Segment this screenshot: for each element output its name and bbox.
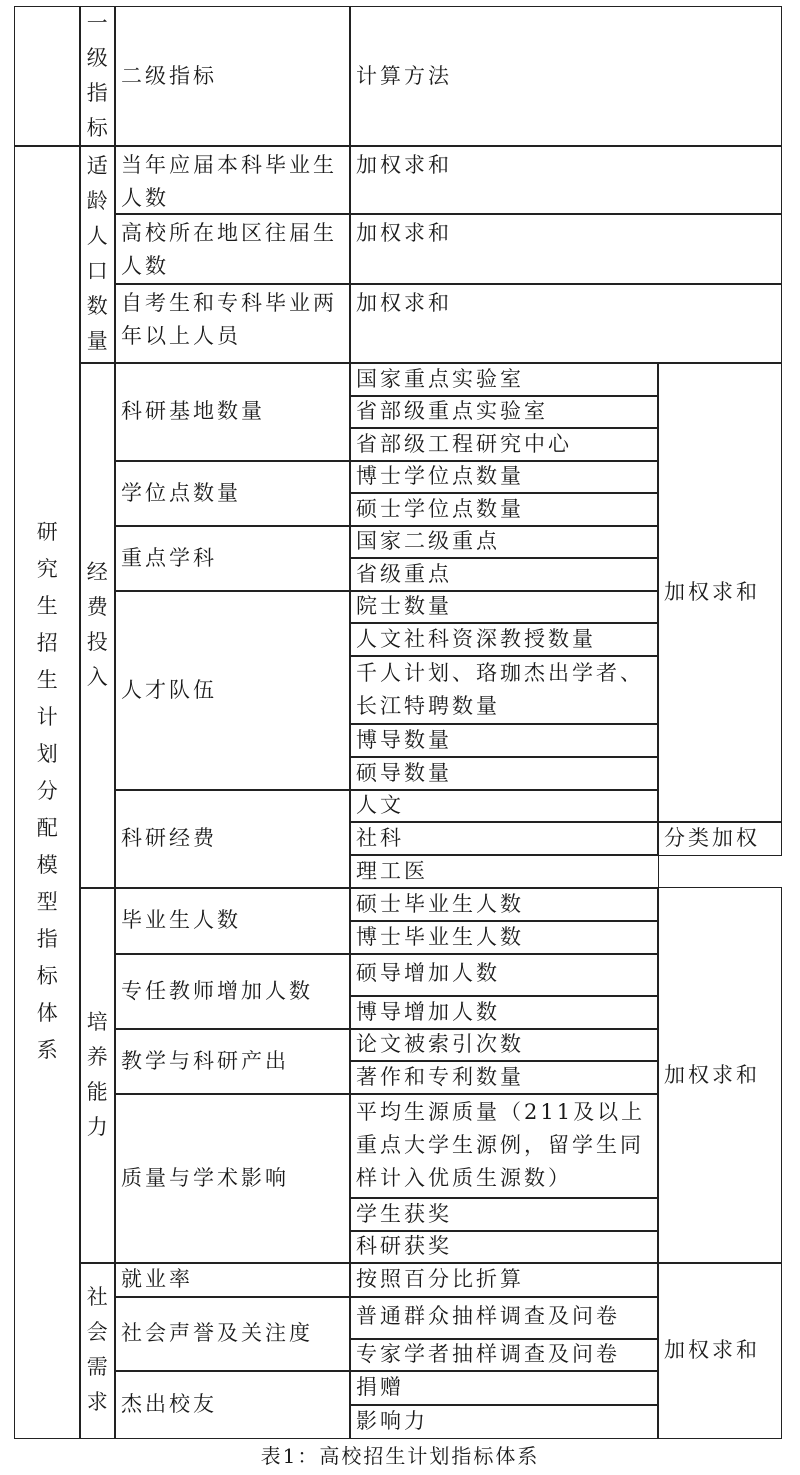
sub-indicator-cell — [349, 723, 659, 758]
sub-indicator-cell — [349, 427, 659, 462]
method-cell — [349, 213, 782, 285]
header-level2-text: 二级指标 — [121, 63, 217, 88]
sub-indicator-cell — [349, 525, 659, 559]
method-cell — [657, 1262, 782, 1439]
sub-indicator-cell — [349, 756, 659, 791]
level1-cell-text: 社会需求 — [86, 1285, 108, 1415]
sub-indicator-cell — [349, 887, 659, 922]
level1-cell — [79, 887, 116, 1264]
method-cell-text: 加权求和 — [664, 1062, 760, 1087]
sub-indicator-cell-text: 影响力 — [356, 1408, 428, 1433]
sub-indicator-cell-text: 国家二级重点 — [356, 529, 500, 554]
method-cell-text: 加权求和 — [356, 291, 452, 315]
sub-indicator-cell — [349, 362, 659, 397]
level1-cell-text: 经费投入 — [86, 560, 108, 690]
level2-cell — [114, 887, 351, 955]
method-cell-text: 分类加权 — [664, 826, 760, 850]
level2-cell-text: 人才队伍 — [121, 677, 217, 702]
level2-cell — [114, 1296, 351, 1372]
level2-cell — [114, 1028, 351, 1095]
sub-indicator-cell-text: 学生获奖 — [356, 1201, 452, 1226]
level2-cell-text: 学位点数量 — [121, 480, 241, 505]
sub-indicator-cell — [349, 1370, 659, 1406]
sub-indicator-cell-text: 硕士毕业生人数 — [356, 891, 524, 916]
level2-cell-text: 杰出校友 — [121, 1391, 217, 1416]
sub-indicator-cell — [349, 395, 659, 429]
sub-indicator-cell-text: 按照百分比折算 — [356, 1267, 524, 1292]
sub-indicator-cell-text: 普通群众抽样调查及问卷 — [356, 1304, 620, 1328]
sub-indicator-cell-text: 博导增加人数 — [356, 999, 500, 1024]
level2-cell-text: 教学与科研产出 — [121, 1048, 289, 1073]
sub-indicator-cell — [349, 1197, 659, 1232]
sub-indicator-cell-text: 千人计划、珞珈杰出学者、长江特聘数量 — [356, 660, 644, 718]
sub-indicator-cell — [349, 1338, 659, 1372]
level2-cell — [114, 460, 351, 527]
sub-indicator-cell-text: 院士数量 — [356, 594, 452, 619]
sub-indicator-cell — [349, 995, 659, 1030]
sub-indicator-cell-text: 理工医 — [356, 858, 428, 883]
sub-indicator-cell — [349, 1230, 659, 1264]
system-title-cell-text: 研究生招生计划分配模型指标体系 — [36, 520, 58, 1063]
sub-indicator-cell-text: 平均生源质量（211及以上重点大学生源例，留学生同样计入优质生源数） — [356, 1100, 646, 1191]
level2-cell-text: 就业率 — [121, 1267, 193, 1292]
level2-cell — [114, 789, 351, 889]
sub-indicator-cell-text: 国家重点实验室 — [356, 366, 524, 391]
level1-cell — [79, 145, 116, 364]
method-cell — [657, 887, 782, 1264]
level1-cell — [79, 1262, 116, 1439]
method-cell — [349, 283, 782, 364]
header-level1 — [79, 6, 116, 147]
level2-cell-text: 科研经费 — [121, 826, 217, 851]
sub-indicator-cell — [349, 1093, 659, 1199]
method-cell-text: 加权求和 — [664, 1337, 760, 1362]
level2-cell — [114, 1370, 351, 1439]
sub-indicator-cell-text: 省部级重点实验室 — [356, 399, 548, 424]
sub-indicator-cell — [349, 492, 659, 527]
level2-cell — [114, 145, 351, 215]
header-method-text: 计算方法 — [356, 63, 452, 88]
sub-indicator-cell-text: 社科 — [356, 825, 404, 850]
method-cell-text: 加权求和 — [356, 221, 452, 245]
sub-indicator-cell — [349, 655, 659, 725]
level2-cell-text: 自考生和专科毕业两年以上人员 — [121, 291, 337, 348]
level1-cell — [79, 362, 116, 889]
sub-indicator-cell — [349, 953, 659, 997]
system-title-cell — [14, 145, 81, 1439]
level2-cell-text: 专任教师增加人数 — [121, 978, 313, 1003]
sub-indicator-cell — [349, 789, 659, 823]
sub-indicator-cell-text: 论文被索引次数 — [356, 1032, 524, 1057]
sub-indicator-cell — [349, 854, 659, 889]
method-cell — [349, 145, 782, 215]
level1-cell-text: 培养能力 — [86, 1010, 108, 1140]
sub-indicator-cell — [349, 1060, 659, 1095]
method-cell — [657, 821, 782, 856]
level2-cell — [114, 283, 351, 364]
sub-indicator-cell — [349, 622, 659, 657]
sub-indicator-cell-text: 人文社科资深教授数量 — [356, 626, 596, 651]
sub-indicator-cell-text: 科研获奖 — [356, 1234, 452, 1259]
sub-indicator-cell — [349, 1262, 659, 1298]
level2-cell-text: 社会声誉及关注度 — [121, 1321, 313, 1346]
sub-indicator-cell — [349, 1296, 659, 1340]
level2-cell-text: 高校所在地区往届生人数 — [121, 221, 337, 278]
level2-cell-text: 当年应届本科毕业生人数 — [121, 153, 337, 210]
sub-indicator-cell-text: 硕士学位点数量 — [356, 496, 524, 521]
sub-indicator-cell — [349, 557, 659, 592]
level2-cell — [114, 213, 351, 285]
level2-cell — [114, 953, 351, 1030]
level2-cell-text: 毕业生人数 — [121, 908, 241, 933]
level2-cell-text: 重点学科 — [121, 545, 217, 570]
header-method — [349, 6, 782, 147]
sub-indicator-cell — [349, 1028, 659, 1062]
sub-indicator-cell-text: 捐赠 — [356, 1375, 404, 1400]
level2-cell — [114, 1262, 351, 1298]
sub-indicator-cell-text: 博导数量 — [356, 727, 452, 752]
sub-indicator-cell — [349, 1404, 659, 1439]
table-caption: 表1：高校招生计划指标体系 — [260, 1444, 540, 1468]
level2-cell — [114, 525, 351, 592]
level2-cell — [114, 362, 351, 462]
level1-cell-text: 适龄人口数量 — [86, 154, 108, 354]
sub-indicator-cell-text: 硕导增加人数 — [356, 961, 500, 985]
sub-indicator-cell-text: 专家学者抽样调查及问卷 — [356, 1342, 620, 1367]
level2-cell-text: 科研基地数量 — [121, 399, 265, 424]
sub-indicator-cell-text: 著作和专利数量 — [356, 1064, 524, 1089]
sub-indicator-cell-text: 人文 — [356, 793, 404, 818]
method-cell-text: 加权求和 — [356, 153, 452, 177]
sub-indicator-cell — [349, 590, 659, 624]
sub-indicator-cell — [349, 821, 659, 856]
level2-cell-text: 质量与学术影响 — [121, 1165, 289, 1190]
level2-cell — [114, 590, 351, 791]
level2-cell — [114, 1093, 351, 1264]
header-level2 — [114, 6, 351, 147]
header-level1-text: 一级指标 — [86, 11, 108, 141]
sub-indicator-cell — [349, 460, 659, 494]
sub-indicator-cell-text: 博士毕业生人数 — [356, 924, 524, 949]
method-cell — [657, 362, 782, 823]
method-cell-text: 加权求和 — [664, 579, 760, 604]
sub-indicator-cell-text: 硕导数量 — [356, 760, 452, 785]
sub-indicator-cell-text: 省部级工程研究中心 — [356, 431, 572, 456]
corner-cell — [14, 6, 81, 147]
sub-indicator-cell-text: 省级重点 — [356, 561, 452, 586]
sub-indicator-cell-text: 博士学位点数量 — [356, 464, 524, 489]
sub-indicator-cell — [349, 920, 659, 955]
